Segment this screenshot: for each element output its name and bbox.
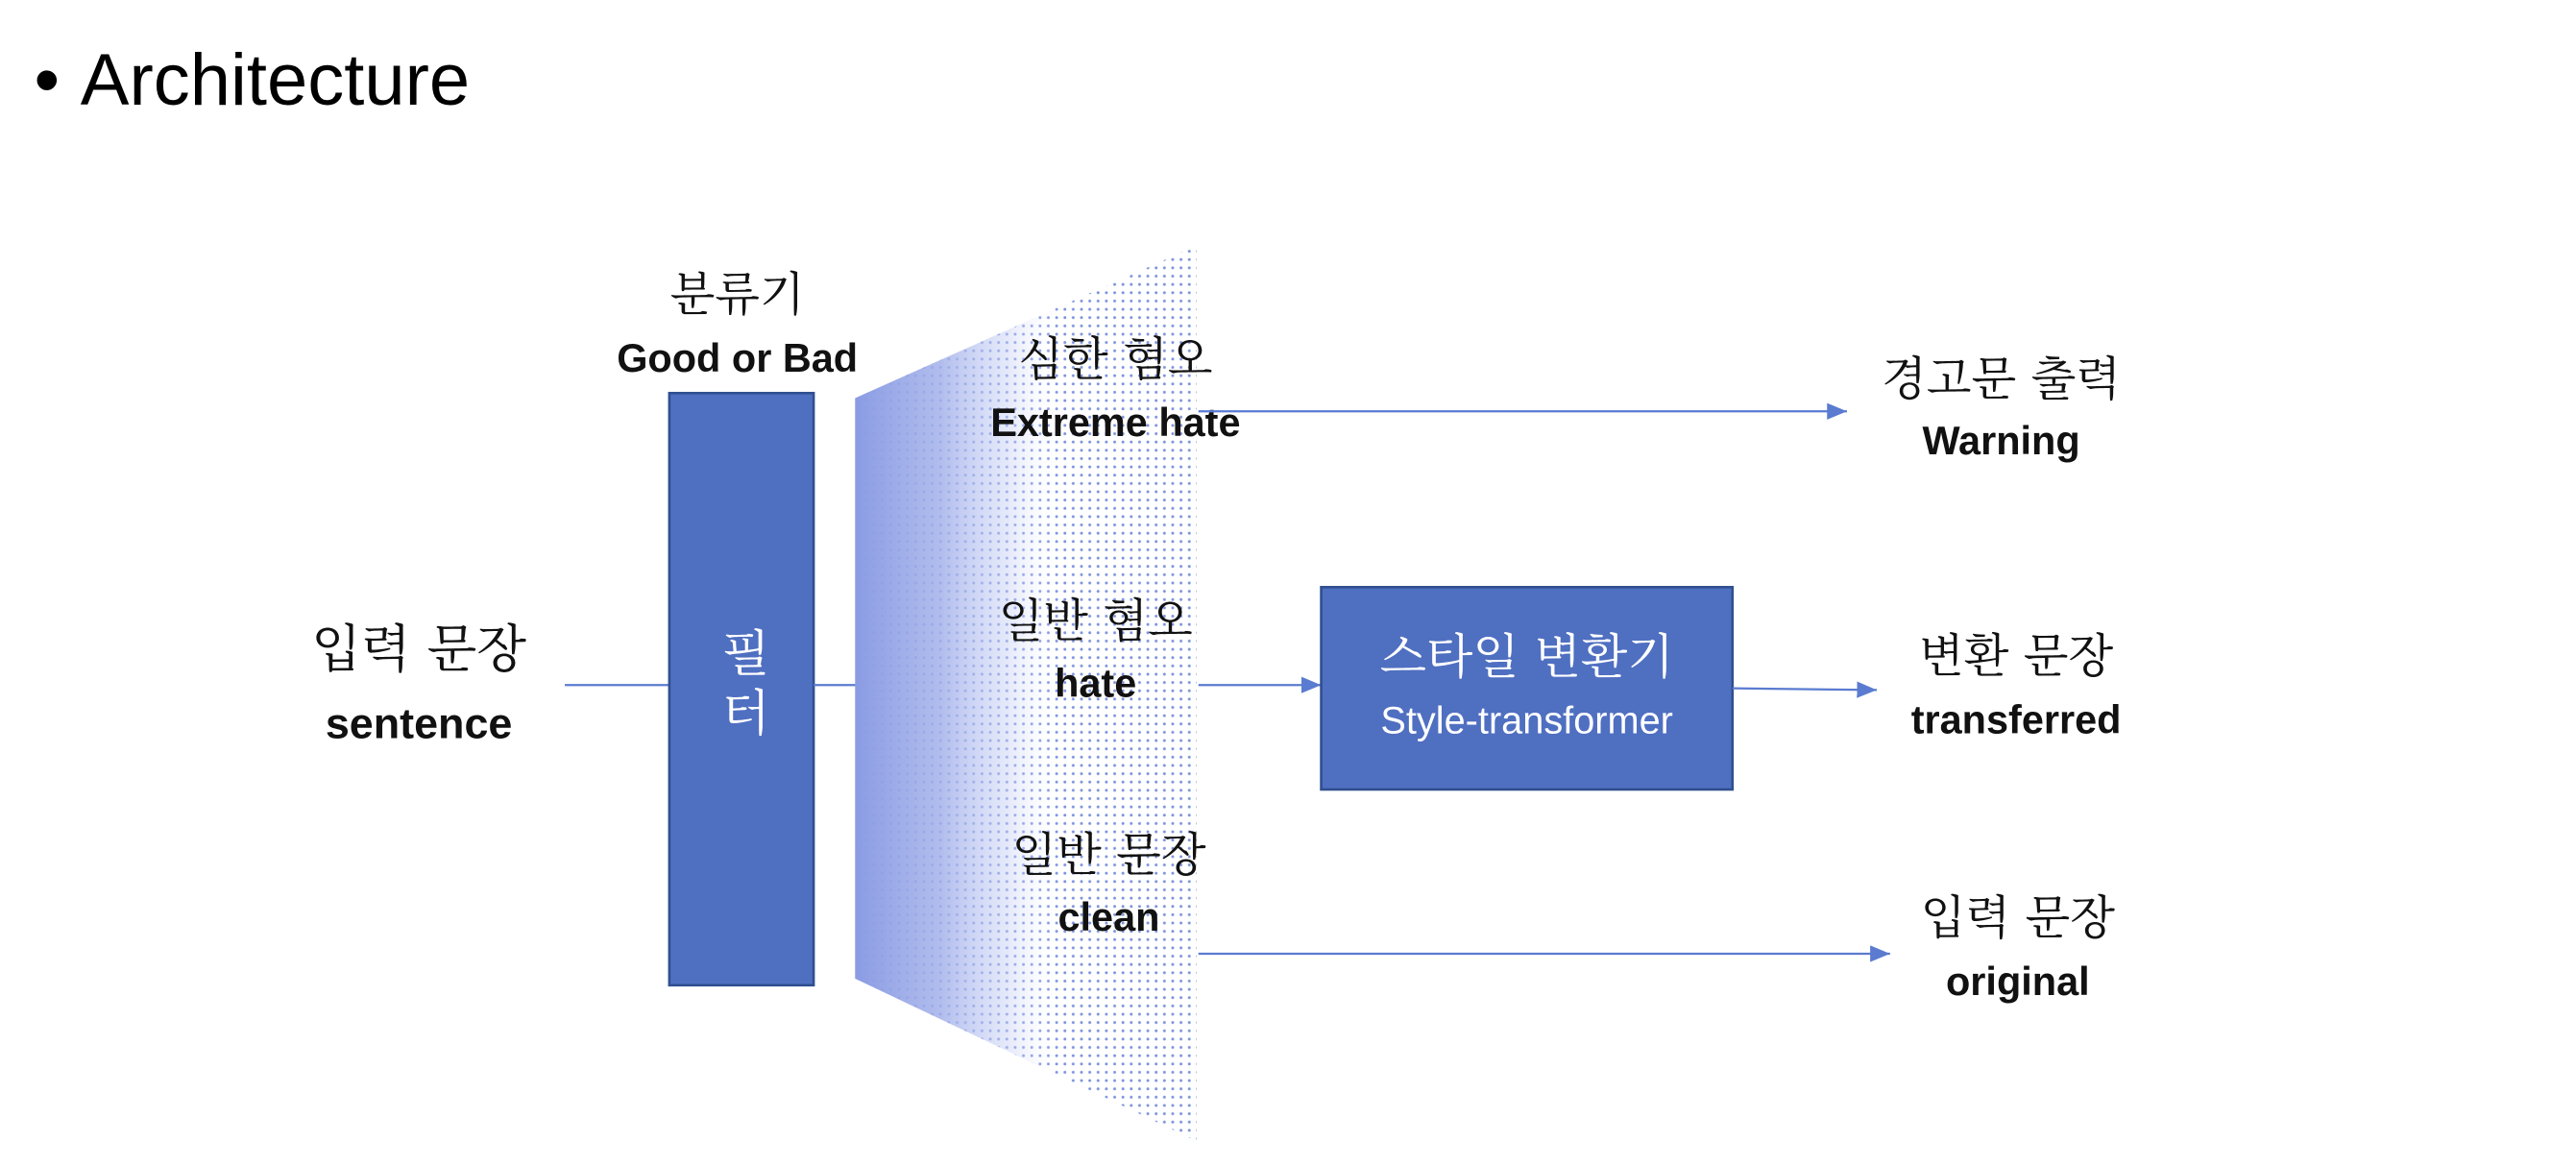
classifier-node [617, 268, 858, 985]
style-transformer-box [1322, 587, 1733, 789]
output-original [1921, 891, 2115, 1004]
page-title: Architecture [80, 38, 471, 121]
branch-clean-label-ko: 일반 문장 [1011, 828, 1206, 883]
input-node [311, 619, 526, 747]
branch-extreme-label-ko: 심한 혐오 [1018, 332, 1213, 387]
branch-clean-label-en: clean [1057, 893, 1160, 939]
output-original-label-ko: 입력 문장 [1920, 891, 2115, 946]
input-label-ko: 입력 문장 [311, 619, 527, 680]
branch-hate-label-en: hate [1055, 660, 1137, 706]
output-original-label-en: original [1946, 959, 2090, 1005]
output-warning-label-ko: 경고문 출력 [1882, 352, 2121, 406]
output-warning-label-en: Warning [1922, 418, 2080, 464]
output-transferred-label-en: transferred [1910, 696, 2122, 742]
bullet-glyph: • [34, 38, 61, 121]
style-transformer-label-en: Style-transformer [1380, 699, 1673, 742]
output-warning [1882, 352, 2121, 463]
slide-heading [34, 39, 470, 121]
style-transformer-node [1322, 587, 1733, 789]
style-transformer-label-ko: 스타일 변환기 [1379, 629, 1674, 686]
branch-hate-label-ko: 일반 혐오 [998, 595, 1193, 649]
input-label-en: sentence [325, 698, 513, 748]
output-transferred [1911, 629, 2122, 741]
filter-label: 필터 [712, 626, 770, 747]
classifier-label-ko: 분류기 [669, 267, 805, 322]
output-transferred-label-ko: 변환 문장 [1919, 629, 2114, 684]
branch-extreme-label-en: Extreme hate [990, 400, 1241, 446]
arrow-transformer-to-transferred [1733, 689, 1877, 691]
classifier-label-en: Good or Bad [617, 334, 859, 380]
